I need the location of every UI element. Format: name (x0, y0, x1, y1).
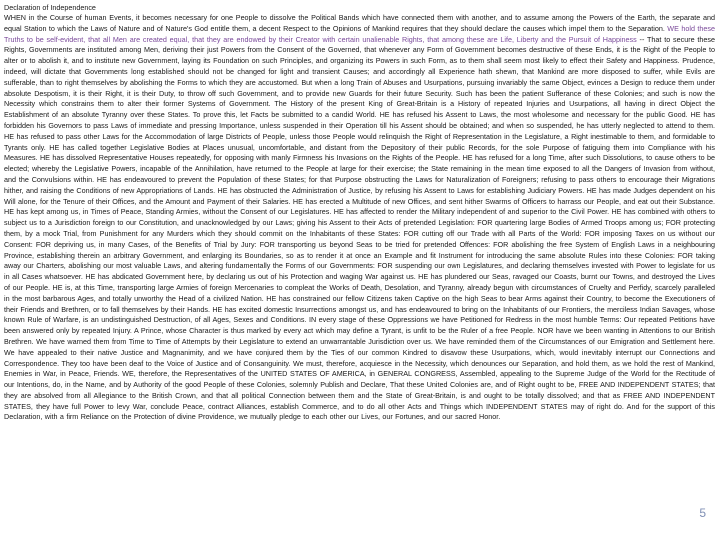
body-highlight-text: WE hold these Truths to be self-evident, that all Men are created equal, that they are endowed by their Creator with certain unalienable Rights, that among these are Life, Liberty and the Pursuit of Happiness (4, 23, 715, 44)
page-number: 5 (699, 506, 706, 520)
document-body (4, 13, 715, 511)
body-intro-text: WHEN in the Course of human Events, it becomes necessary for one People to dissolve the Political Bands which have connected them with another, and to assume among the Powers of the Earth, the separate and equal Station to which the Laws of Nature and of Nature's God entitle them, a decent Respect to the Opinions of Mankind requires that they should declare the causes which impel them to the Separation. (4, 13, 715, 33)
body-rest-text: -- That to secure these Rights, Governments are instituted among Men, deriving their just Powers from the Consent of the Governed, that whenever any Form of Government becomes destructive of these Ends, it is the Right of the People to alter or to abolish it, and to institute new Government, laying its Foundation on such Principles, and organizing its Powers in such Form, as to them shall seem most likely to effect their Safety and Happiness. Prudence, indeed, will dictate that Governments long established should not be changed for light and transient Causes; and accordingly all Experience hath shewn, that Mankind are more disposed to suffer, while Evils are sufferable, than to right themselves by abolishing the Forms to which they are accustomed. But when a long Train of Abuses and Usurpations, pursuing invariably the same Object, evinces a Design to reduce them under absolute Despotism, it is their Right, it is their Duty, to throw off such Government, and to provide new Guards for their future Security. Such has been the patient Sufferance of these Colonies; and such is now the Necessity which constrains them to alter their former Systems of Government. The History of the present King of Great-Britain is a History of repeated Injuries and Usurpations, all having in direct Object the Establishment of an absolute Tyranny over these States. To prove this, let Facts be submitted to a candid World. HE has refused his Assent to Laws, the most wholesome and necessary for the public Good. HE has forbidden his Governors to pass Laws of immediate and pressing Importance, unless suspended in their Operation till his Assent should be obtained; and when so suspended, he has utterly neglected to attend to them. HE has refused to pass other Laws for the Accommodation of large Districts of People, unless those People would relinquish the Right of Representation in the Legislature, a Right inestimable to them, and formidable to Tyrants only. HE has called together Legislative Bodies at Places unusual, uncomfortable, and distant from the Depository of their public Records, for the sole Purpose of fatiguing them into Compliance with his Measures. HE has dissolved Representative Houses repeatedly, for opposing with manly Firmness his Invasions on the Rights of the People. HE has refused for a long Time, after such Dissolutions, to cause others to be elected; whereby the Legislative Powers, incapable of the Annihilation, have returned to the People at large for their exercise; the State remaining in the mean time exposed to all the Dangers of Invasion from without, and the Convulsions within. HE has endeavoured to prevent the Population of these States; for that Purpose obstructing the Laws for Naturalization of Foreigners; refusing to pass others to encourage their Migrations hither, and raising the Conditions of new Appropriations of Lands. HE has obstructed the Administration of Justice, by refusing his Assent to Laws for establishing Judiciary Powers. HE has made Judges dependent on his Will alone, for the Tenure of their Offices, and the Amount and Payment of their Salaries. HE has erected a Multitude of new Offices, and sent hither Swarms of Officers to harrass our People, and eat out their Substance. HE has kept among us, in Times of Peace, Standing Armies, without the Consent of our Legislatures. HE has affected to render the Military independent of and superior to the Civil Power. HE has combined with others to subject us to a Jurisdiction foreign to our Constitution, and unacknowledged by our Laws; giving his Assent to their Acts of pretended Legislation: FOR quartering large Bodies of Armed Troops among us; FOR protecting them, by a mock Trial, from Punishment for any Murders which they should commit on the Inhabitants of these States: FOR cutting off our Trade with all Parts of the World: FOR imposing Taxes on us without our Consent: FOR depriving us, in many Cases, of the Benefits of Trial by Jury: FOR transporting us beyond Seas to be tried for pretended Offences: FOR abolishing the free System of English Laws in a neighbouring Province, establishing therein an arbitrary Government, and enlarging its Boundaries, so as to render it at once an Example and fit Instrument for introducing the same absolute Rules into these Colonies: FOR taking away our Charters, abolishing our most valuable Laws, and altering fundamentally the Forms of our Governments: FOR suspending our own Legislatures, and declaring themselves invested with Power to legislate for us in all Cases whatsoever. HE has abdicated Government here, by declaring us out of his Protection and waging War against us. HE has plundered our Seas, ravaged our Coasts, burnt our Towns, and destroyed the Lives of our People. HE is, at this Time, transporting large Armies of foreign Mercenaries to compleat the Works of Death, Desolation, and Tyranny, already begun with circumstances of Cruelty and Perfidy, scarcely paralleled in the most barbarous Ages, and totally unworthy the Head of a civilized Nation. HE has constrained our fellow Citizens taken Captive on the high Seas to bear Arms against their Country, to become the Executioners of their Friends and Brethren, or to fall themselves by their Hands. HE has excited domestic Insurrections amongst us, and has endeavoured to bring on the Inhabitants of our Frontiers, the merciless Indian Savages, whose known Rule of Warfare, is an undistinguished Destruction, of all Ages, Sexes and Conditions. IN every stage of these Oppressions we have Petitioned for Redress in the most humble Terms: Our repeated Petitions have been answered only by repeated Injury. A Prince, whose Character is thus marked by every act which may define a Tyrant, is unfit to be the Ruler of a free People. NOR have we been wanting in Attentions to our British Brethren. We have warned them from Time to Time of Attempts by their Legislature to extend an unwarrantable Jurisdiction over us. We have reminded them of the Circumstances of our Emigration and Settlement here. We have appealed to their native Justice and Magnanimity, and we have conjured them by the Ties of our common Kindred to disavow these Usurpations, which, would inevitably interrupt our Connections and Correspondence. They too have been deaf to the Voice of Justice and of Consanguinity. We must, therefore, acquiesce in the Necessity, which denounces our Separation, and hold them, as we hold the rest of Mankind, Enemies in War, in Peace, Friends. WE, therefore, the Representatives of the UNITED STATES OF AMERICA, in GENERAL CONGRESS, Assembled, appealing to the Supreme Judge of the World for the Rectitude of our Intentions, do, in the Name, and by Authority of the good People of these Colonies, solemnly Publish and Declare, That these United Colonies are, and of Right ought to be, FREE AND INDEPENDENT STATES; that they are absolved from all Allegiance to the British Crown, and that all political Connection between them and the State of Great-Britain, is and ought to be totally dissolved; and that as FREE AND INDEPENDENT STATES, they have full Power to levy War, conclude Peace, contract Alliances, establish Commerce, and to do all other Acts and Things which INDEPENDENT STATES may of right do. And for the support of this Declaration, with a firm Reliance on the Protection of divine Providence, we mutually pledge to each other our Lives, our Fortunes, and our sacred Honor. (4, 34, 715, 422)
document-title: Declaration of Independence (4, 3, 96, 12)
